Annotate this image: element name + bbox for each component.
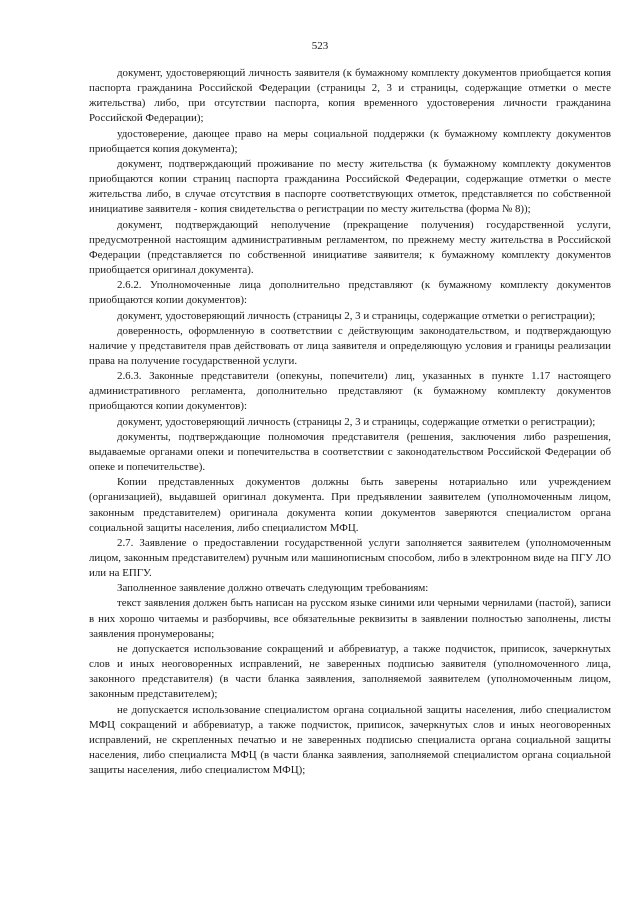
paragraph: не допускается использование специалистом органа социальной защиты населения, либо специалистом МФЦ сокращений и аббревиатур, а также подчисток, приписок, зачеркнутых слов и иных неоговоренных исправлений, не скрепленных печатью и не заверенных подписью специалиста органа социальной защиты населения, либо специалиста МФЦ (в части бланка заявления, заполняемой специалистом органа социальной защиты населения, либо специалистом МФЦ); <box>89 703 611 777</box>
paragraph: доверенность, оформленную в соответствии с действующим законодательством, и подтверждающую наличие у представителя прав действовать от лица заявителя и определяющую условия и границы реализации права на получение государственной услуги. <box>89 324 611 367</box>
paragraph: документ, удостоверяющий личность (страницы 2, 3 и страницы, содержащие отметки о регистрации); <box>117 415 596 428</box>
paragraph: 2.6.3. Законные представители (опекуны, попечители) лиц, указанных в пункте 1.17 настоящего административного регламента, дополнительно представляют (к бумажному комплекту документов приобщаются копии документов): <box>89 370 611 413</box>
paragraph: Заполненное заявление должно отвечать следующим требованиям: <box>117 582 429 595</box>
paragraph: документ, подтверждающий проживание по месту жительства (к бумажному комплекту документов приобщаются копии страниц паспорта гражданина Российской Федерации, содержащие отметки о месте жительства либо, в случае отсутствия в паспорте соответствующих отметок, представляется по собственной инициативе заявителя - копия свидетельства о регистрации по месту жительства (форма № 8)); <box>89 157 611 216</box>
document-body <box>89 66 611 778</box>
paragraph: Копии представленных документов должны быть заверены нотариально или учреждением (организацией), выдавшей оригинал документа. При предъявлении заявителем (уполномоченным лицом, законным представителем) оригинала документа копии документов заверяются специалистом органа социальной защиты населения, либо специалистом МФЦ. <box>89 476 611 534</box>
page-number: 523 <box>311 40 329 52</box>
paragraph: документ, удостоверяющий личность заявителя (к бумажному комплекту документов приобщается копия паспорта гражданина Российской Федерации (страницы 2, 3 и страницы, содержащие отметки о месте жительства) либо, при отсутствии паспорта, копия временного удостоверения личности гражданина Российской Федерации); <box>89 67 611 125</box>
paragraph: не допускается использование сокращений и аббревиатур, а также подчисток, приписок, зачеркнутых слов и иных неоговоренных исправлений, не заверенных подписью заявителя (уполномоченного лица, законного представителя) (в части бланка заявления, заполняемой заявителем (уполномоченным лицом, законным представителем); <box>89 642 611 701</box>
paragraph: текст заявления должен быть написан на русском языке синими или черными чернилами (пастой), записи в них хорошо читаемы и разборчивы, все обязательные реквизиты в заявлении полностью заполнены, листы заявления пронумерованы; <box>89 597 611 640</box>
paragraph: удостоверение, дающее право на меры социальной поддержки (к бумажному комплекту документов приобщается копия документа); <box>89 127 611 155</box>
paragraph: документ, удостоверяющий личность (страницы 2, 3 и страницы, содержащие отметки о регистрации); <box>117 309 596 322</box>
paragraph: документ, подтверждающий неполучение (прекращение получения) государственной услуги, предусмотренной настоящим административным регламентом, по прежнему месту жительства в Российской Федерации (представляется по собственной инициативе заявителя; к бумажному комплекту документов приобщается оригинал документа). <box>89 218 611 277</box>
paragraph: документы, подтверждающие полномочия представителя (решения, заключения либо разрешения, выдаваемые органами опеки и попечительства в соответствии с законодательством Российской Федерации об опеке и попечительстве). <box>89 430 611 474</box>
paragraph: 2.6.2. Уполномоченные лица дополнительно представляют (к бумажному комплекту документов приобщаются копии документов): <box>89 279 611 307</box>
paragraph: 2.7. Заявление о предоставлении государственной услуги заполняется заявителем (уполномоченным лицом, законным представителем) ручным или машинописным способом, либо в электронном виде на ПГУ ЛО или на ЕПГУ. <box>89 536 611 580</box>
